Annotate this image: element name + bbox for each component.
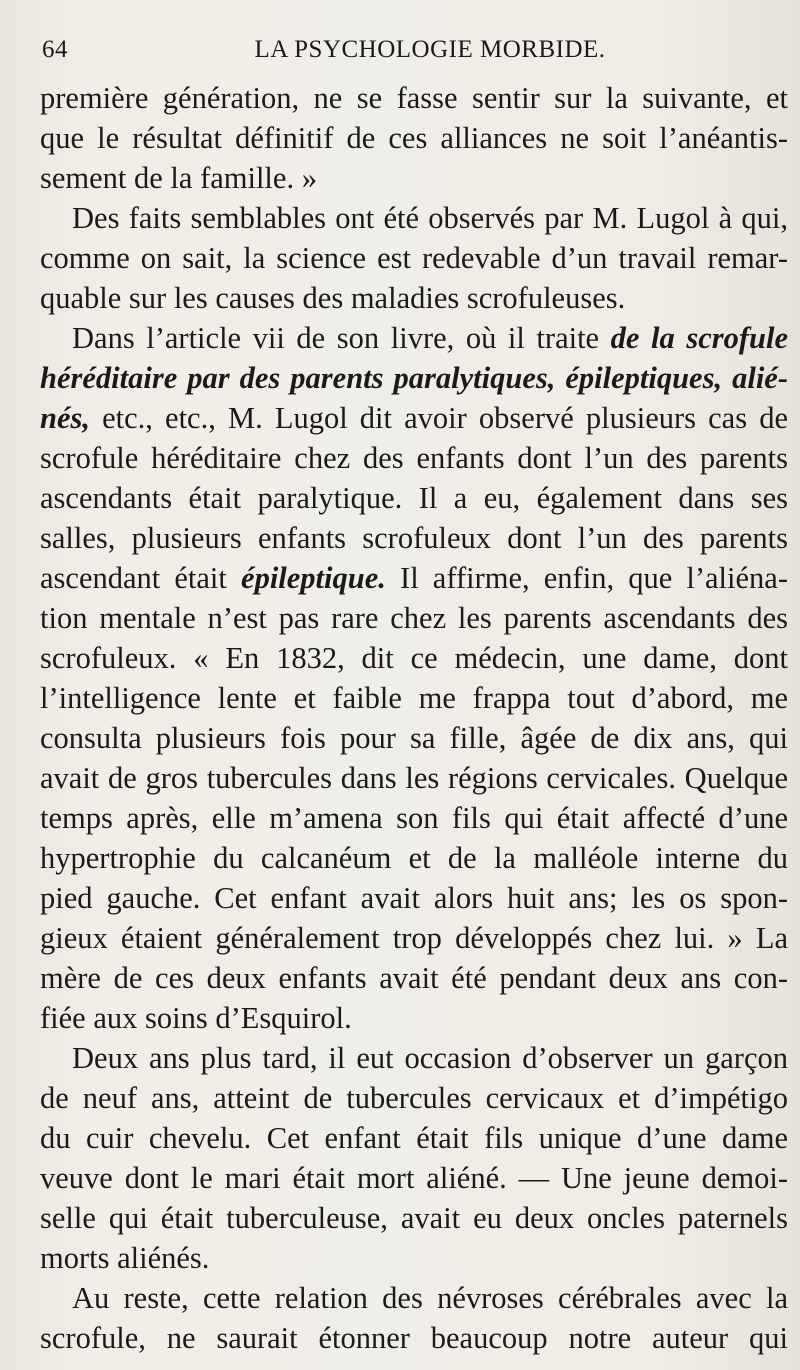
- text-line: [40, 238, 788, 278]
- text-segment: ascendants était paralytique. Il a eu, également dans ses: [40, 481, 788, 515]
- text-line: [40, 838, 788, 878]
- text-segment: quable sur les causes des maladies scrofuleuses.: [40, 281, 626, 315]
- running-title: LA PSYCHOLOGIE MORBIDE.: [254, 36, 606, 63]
- text-segment: Deux ans plus tard, il eut occasion d’observer un garçon: [72, 1041, 788, 1075]
- text-line: [40, 678, 788, 718]
- page-header: [40, 30, 780, 70]
- text-line: [40, 878, 788, 918]
- text-line: [40, 758, 788, 798]
- text-segment: scrofule, ne saurait étonner beaucoup notre auteur qui: [40, 1321, 788, 1355]
- text-line: [40, 638, 788, 678]
- text-line: [40, 78, 788, 118]
- text-line: [40, 1198, 788, 1238]
- text-segment: morts aliénés.: [40, 1241, 210, 1275]
- text-line: [40, 558, 788, 598]
- text-segment: que le résultat définitif de ces alliances ne soit l’anéantis-: [40, 121, 788, 155]
- text-segment: gieux étaient généralement trop développés chez lui. » La: [40, 921, 788, 955]
- text-line: [40, 958, 788, 998]
- text-line: [40, 1158, 788, 1198]
- text-line: [40, 518, 788, 558]
- text-segment: hypertrophie du calcanéum et de la malléole interne du: [40, 841, 788, 875]
- text-segment: de neuf ans, atteint de tubercules cervicaux et d’impétigo: [40, 1081, 788, 1115]
- text-segment: avait de gros tubercules dans les régions cervicales. Quelque: [40, 761, 788, 795]
- text-segment: ascendant était: [40, 561, 242, 595]
- italic-text-segment: de la scrofule: [610, 321, 788, 355]
- text-segment: scrofule héréditaire chez des enfants dont l’un des parents: [40, 441, 788, 475]
- text-line: [40, 718, 788, 758]
- text-line: [40, 998, 788, 1038]
- text-line: [40, 438, 788, 478]
- text-segment: etc., etc., M. Lugol dit avoir observé plusieurs cas de: [90, 401, 788, 435]
- page-number: 64: [42, 36, 68, 63]
- body-text: [40, 78, 788, 1358]
- text-segment: Au reste, cette relation des névroses cérébrales avec la: [72, 1281, 788, 1315]
- text-segment: du cuir chevelu. Cet enfant était fils unique d’une dame: [40, 1121, 788, 1155]
- text-segment: l’intelligence lente et faible me frappa tout d’abord, me: [40, 681, 788, 715]
- italic-text-segment: héréditaire par des parents paralytiques, épileptiques, alié-: [40, 361, 788, 395]
- text-line: [40, 198, 788, 238]
- text-line: [40, 318, 788, 358]
- text-line: [40, 1278, 788, 1318]
- text-segment: tion mentale n’est pas rare chez les parents ascendants des: [40, 601, 788, 635]
- text-segment: comme on sait, la science est redevable d’un travail remar-: [40, 241, 788, 275]
- text-line: [40, 598, 788, 638]
- italic-text-segment: épileptique.: [241, 561, 386, 595]
- text-segment: Dans l’article: [72, 321, 253, 355]
- text-segment: pied gauche. Cet enfant avait alors huit ans; les os spon-: [40, 881, 788, 915]
- text-segment: scrofuleux. « En 1832, dit ce médecin, une dame, dont: [40, 641, 788, 675]
- text-segment: Il affirme, enfin, que l’aliéna-: [385, 561, 788, 595]
- text-line: [40, 118, 788, 158]
- text-segment: selle qui était tuberculeuse, avait eu deux oncles paternels: [40, 1201, 788, 1235]
- text-line: [40, 918, 788, 958]
- text-segment: Des faits semblables ont été observés par M. Lugol à qui,: [72, 201, 788, 235]
- text-line: [40, 478, 788, 518]
- text-segment: vii: [252, 321, 285, 355]
- text-segment: mère de ces deux enfants avait été pendant deux ans con-: [40, 961, 788, 995]
- text-segment: consulta plusieurs fois pour sa fille, âgée de dix ans, qui: [40, 721, 788, 755]
- text-segment: première génération, ne se fasse sentir sur la suivante, et: [40, 81, 788, 115]
- text-line: [40, 158, 788, 198]
- text-segment: veuve dont le mari était mort aliéné. — Une jeune demoi-: [40, 1161, 788, 1195]
- text-line: [40, 1318, 788, 1358]
- text-line: [40, 398, 788, 438]
- text-line: [40, 1078, 788, 1118]
- text-line: [40, 358, 788, 398]
- text-line: [40, 1238, 788, 1278]
- text-line: [40, 798, 788, 838]
- text-segment: sement de la famille. »: [40, 161, 317, 195]
- text-line: [40, 1038, 788, 1078]
- text-segment: salles, plusieurs enfants scrofuleux dont l’un des parents: [40, 521, 788, 555]
- text-line: [40, 278, 788, 318]
- italic-text-segment: nés,: [40, 401, 90, 435]
- text-segment: temps après, elle m’amena son fils qui était affecté d’une: [40, 801, 788, 835]
- text-segment: de son livre, où il traite: [284, 321, 611, 355]
- text-segment: fiée aux soins d’Esquirol.: [40, 1001, 352, 1035]
- text-line: [40, 1118, 788, 1158]
